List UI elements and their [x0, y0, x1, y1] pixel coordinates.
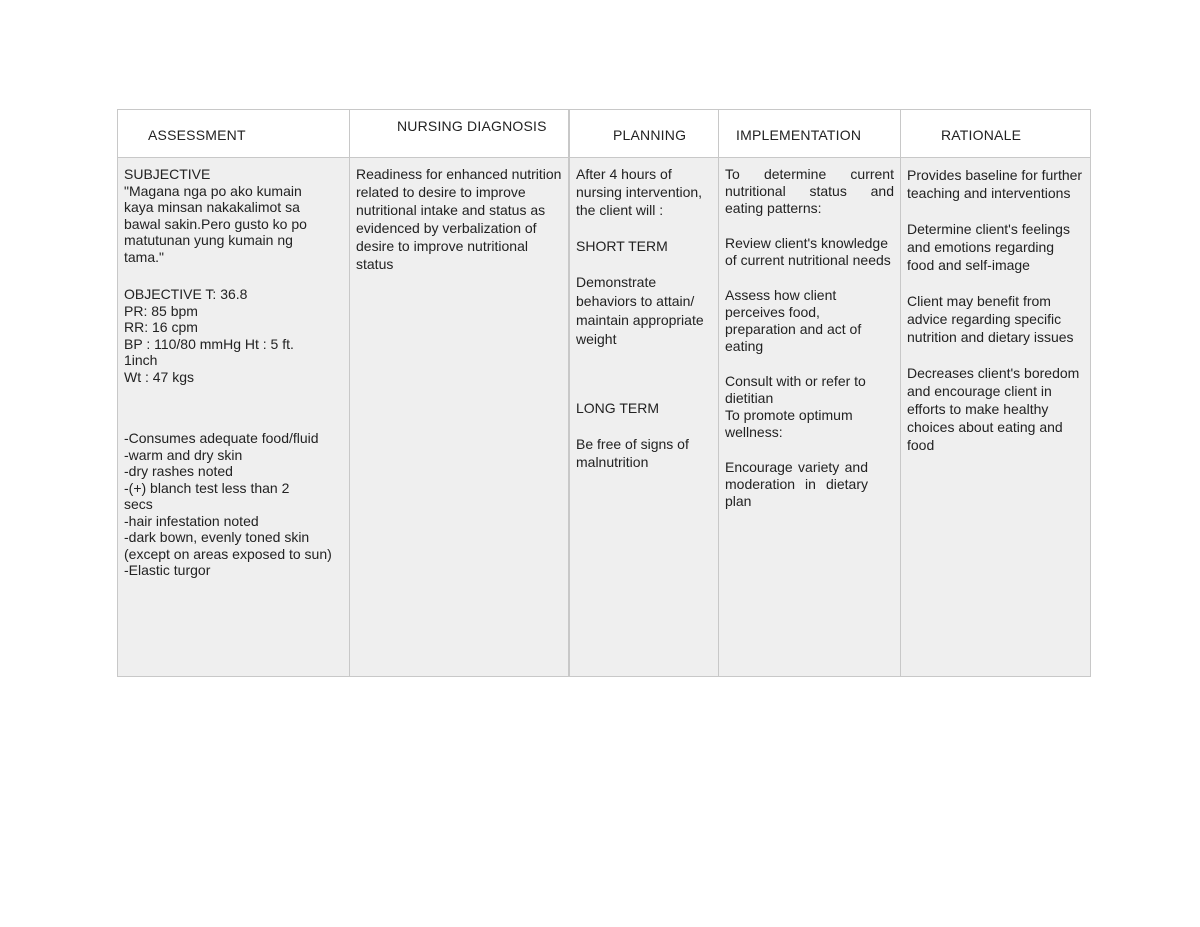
objective-line: Wt : 47 kgs — [124, 368, 195, 385]
rationale-item: Decreases client's boredom and encourage client in efforts to make healthy choices about eating and food — [907, 365, 1080, 453]
long-term-goal: Be free of signs of malnutrition — [576, 436, 689, 470]
short-term-label: SHORT TERM — [576, 238, 668, 254]
finding-line: -hair infestation noted — [124, 512, 259, 529]
finding-line: (except on areas exposed to sun) — [124, 545, 332, 562]
objective-line: OBJECTIVE T: 36.8 — [124, 286, 248, 302]
header-diagnosis: NURSING DIAGNOSIS — [397, 118, 547, 134]
implementation-item: Consult with or refer to dietitian — [725, 373, 866, 406]
objective-findings — [124, 430, 343, 579]
assessment-cell — [118, 158, 350, 676]
subjective-line: matutunan yung kumain ng — [124, 232, 293, 248]
subjective-line: bawal sakin.Pero gusto ko po — [124, 215, 307, 232]
diagnosis-text: Readiness for enhanced nutrition related to desire to improve nutritional intake and status as evidenced by verbalization of desire to improve nutritional status — [356, 166, 562, 272]
subjective-quote — [124, 183, 343, 266]
rationale-item: Provides baseline for further teaching and interventions — [907, 167, 1083, 201]
header-cell-rationale — [901, 110, 1090, 157]
rationale-item: Client may benefit from advice regarding specific nutrition and dietary issues — [907, 293, 1074, 345]
subjective-line: kaya minsan nakakalimot sa — [124, 199, 300, 215]
header-implementation: IMPLEMENTATION — [736, 127, 862, 143]
header-cell-implementation — [719, 110, 901, 157]
implementation-item: Assess how client perceives food, preparation and act of eating — [725, 287, 862, 354]
subjective-line: tama." — [124, 248, 164, 265]
subjective-label: SUBJECTIVE — [124, 166, 211, 182]
nursing-care-plan-table — [117, 109, 1091, 677]
implementation-item: Review client's knowledge of current nutritional needs — [725, 235, 891, 268]
implementation-cell — [719, 158, 901, 676]
rationale-cell — [901, 158, 1090, 676]
objective-line: BP : 110/80 mmHg Ht : 5 ft. — [124, 335, 294, 352]
header-cell-diagnosis — [350, 110, 570, 157]
planning-intro: After 4 hours of nursing intervention, the client will : — [576, 166, 703, 218]
header-assessment: ASSESSMENT — [148, 127, 246, 143]
finding-line: -(+) blanch test less than 2 — [124, 479, 290, 496]
implementation-item: To promote optimum wellness: — [725, 407, 853, 440]
finding-line: -warm and dry skin — [124, 446, 243, 463]
finding-line: -Elastic turgor — [124, 562, 211, 578]
finding-line: secs — [124, 496, 153, 512]
objective-vitals — [124, 286, 343, 385]
objective-line: 1inch — [124, 352, 158, 368]
table-body-row — [118, 158, 1090, 676]
header-cell-assessment — [118, 110, 350, 157]
rationale-item: Determine client's feelings and emotions regarding food and self-image — [907, 221, 1070, 273]
finding-line: -dry rashes noted — [124, 463, 233, 479]
finding-line: -Consumes adequate food/fluid — [124, 430, 319, 446]
diagnosis-cell — [350, 158, 570, 676]
header-planning: PLANNING — [613, 127, 687, 143]
implementation-item: Encourage variety and moderation in dietary plan — [725, 459, 868, 509]
table-header-row — [118, 110, 1090, 158]
header-rationale: RATIONALE — [941, 127, 1022, 143]
subjective-line: "Magana nga po ako kumain — [124, 182, 302, 199]
short-term-goal: Demonstrate behaviors to attain/ maintain appropriate weight — [576, 274, 704, 347]
header-cell-planning — [570, 110, 719, 157]
objective-line: PR: 85 bpm — [124, 302, 198, 319]
planning-cell — [570, 158, 719, 676]
implementation-item: To determine current nutritional status and eating patterns: — [725, 166, 894, 216]
finding-line: -dark bown, evenly toned skin — [124, 529, 310, 545]
long-term-label: LONG TERM — [576, 400, 659, 416]
objective-line: RR: 16 cpm — [124, 319, 198, 335]
